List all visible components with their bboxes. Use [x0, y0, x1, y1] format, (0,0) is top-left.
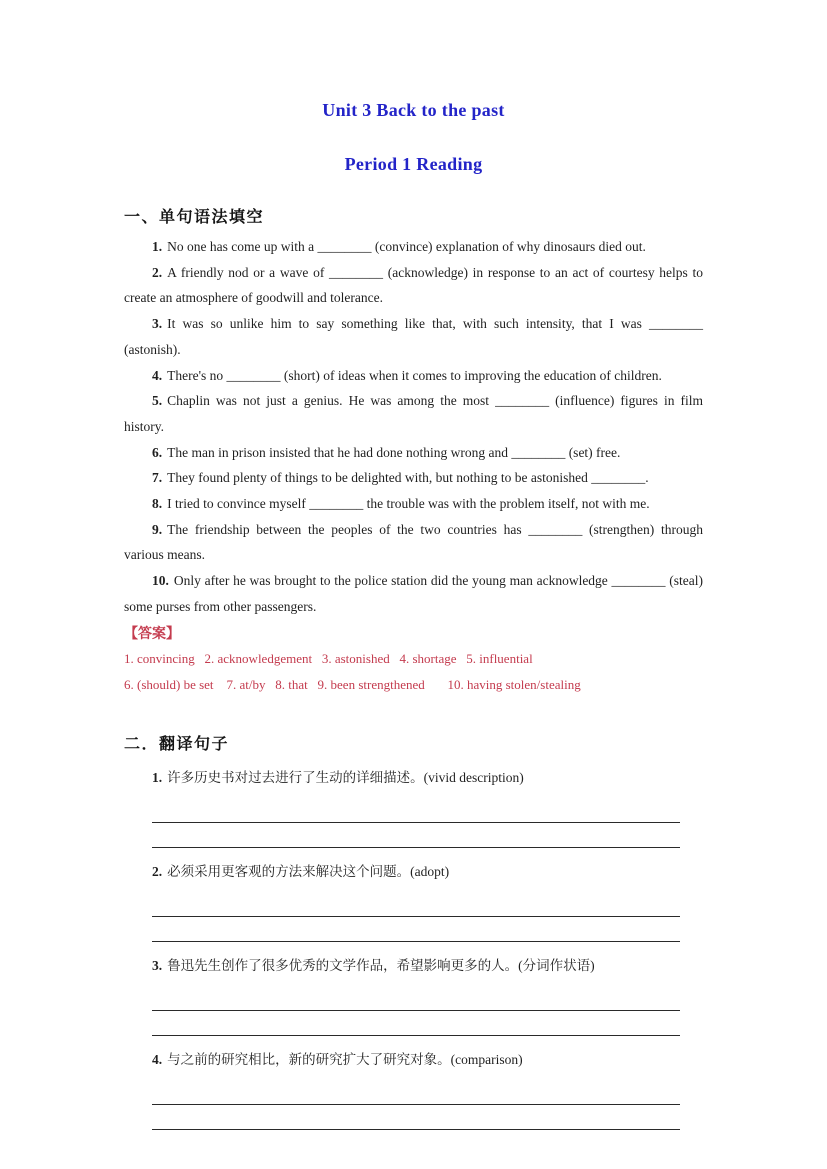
answer-blank-line	[152, 1011, 680, 1036]
translation-2-question	[124, 859, 703, 884]
answer-blank-line	[152, 917, 680, 942]
answer-blank-line	[152, 1105, 680, 1130]
translation-1-text: 许多历史书对过去进行了生动的详细描述。(vivid description)	[167, 770, 524, 786]
translation-4-text: 与之前的研究相比，新的研究扩大了研究对象。(comparison)	[167, 1052, 523, 1068]
question-7	[124, 465, 703, 491]
question-7-number: 7.	[152, 470, 163, 486]
doc-subtitle: Period 1 Reading	[344, 154, 483, 174]
answer-blank-line	[152, 1080, 680, 1105]
answers-line-1: 1. convincing 2. acknowledgement 3. astonished 4. shortage 5. influential	[124, 651, 533, 667]
translation-1-question	[124, 765, 703, 790]
question-6-text: The man in prison insisted that he had done nothing wrong and ________ (set) free.	[167, 444, 621, 460]
question-8-number: 8.	[152, 496, 163, 512]
translation-2-number: 2.	[152, 864, 163, 880]
question-4-text: There's no ________ (short) of ideas when it comes to improving the education of children.	[167, 367, 662, 383]
question-3	[124, 311, 703, 362]
question-2-number: 2.	[152, 264, 163, 280]
question-1-number: 1.	[152, 239, 163, 254]
question-4-number: 4.	[152, 367, 163, 383]
section2-heading: 二．翻译句子	[124, 736, 230, 754]
question-10	[124, 568, 703, 619]
translation-item-3	[124, 953, 703, 1036]
translation-item-1	[124, 765, 703, 848]
question-5-text: Chaplin was not just a genius. He was among the most ________ (influence) figures in film history.	[124, 393, 703, 434]
question-1	[124, 234, 703, 260]
translation-3-question	[124, 953, 703, 978]
translation-1-number: 1.	[152, 770, 163, 786]
question-4	[124, 363, 703, 389]
translation-3-number: 3.	[152, 958, 163, 974]
translation-item-4	[124, 1047, 703, 1130]
translation-item-2	[124, 859, 703, 942]
translation-4-number: 4.	[152, 1052, 163, 1068]
answers-line-2: 6. (should) be set 7. at/by 8. that 9. been strengthened 10. having stolen/stealing	[124, 676, 581, 692]
question-9	[124, 517, 703, 568]
answer-blank-line	[152, 798, 680, 823]
question-8	[124, 491, 703, 517]
question-5-number: 5.	[152, 393, 163, 409]
question-1-text: No one has come up with a ________ (convince) explanation of why dinosaurs died out.	[167, 239, 646, 254]
question-2-text: A friendly nod or a wave of ________ (acknowledge) in response to an act of courtesy helps to create an atmosphere of goodwill and tolerance.	[124, 264, 703, 306]
question-7-text: They found plenty of things to be delighted with, but nothing to be astonished ________.	[167, 470, 649, 486]
question-10-text: Only after he was brought to the police station did the young man acknowledge ________ (steal) some purses from other passengers.	[124, 573, 703, 614]
question-9-text: The friendship between the peoples of the two countries has ________ (strengthen) through various means.	[124, 521, 703, 563]
section1-heading: 一、单句语法填空	[124, 209, 265, 226]
question-10-number: 10.	[152, 573, 169, 589]
answer-blank-line	[152, 986, 680, 1011]
translation-4-question	[124, 1047, 703, 1072]
translation-2-text: 必须采用更客观的方法来解决这个问题。(adopt)	[167, 864, 450, 880]
question-9-number: 9.	[152, 521, 163, 537]
question-3-text: It was so unlike him to say something like that, with such intensity, that I was ________ (astonish).	[124, 316, 703, 357]
worksheet-content	[124, 204, 703, 1130]
question-3-number: 3.	[152, 316, 163, 332]
question-6-number: 6.	[152, 444, 163, 460]
doc-title: Unit 3 Back to the past	[322, 100, 505, 120]
title-block	[0, 0, 827, 175]
answer-blank-line	[152, 823, 680, 848]
answers-label: 【答案】	[124, 624, 180, 641]
answer-blank-line	[152, 892, 680, 917]
question-2	[124, 260, 703, 311]
translation-3-text: 鲁迅先生创作了很多优秀的文学作品，希望影响更多的人。(分词作状语)	[167, 958, 595, 974]
question-5	[124, 388, 703, 439]
question-6	[124, 440, 703, 466]
question-8-text: I tried to convince myself ________ the trouble was with the problem itself, not with me.	[167, 496, 650, 512]
